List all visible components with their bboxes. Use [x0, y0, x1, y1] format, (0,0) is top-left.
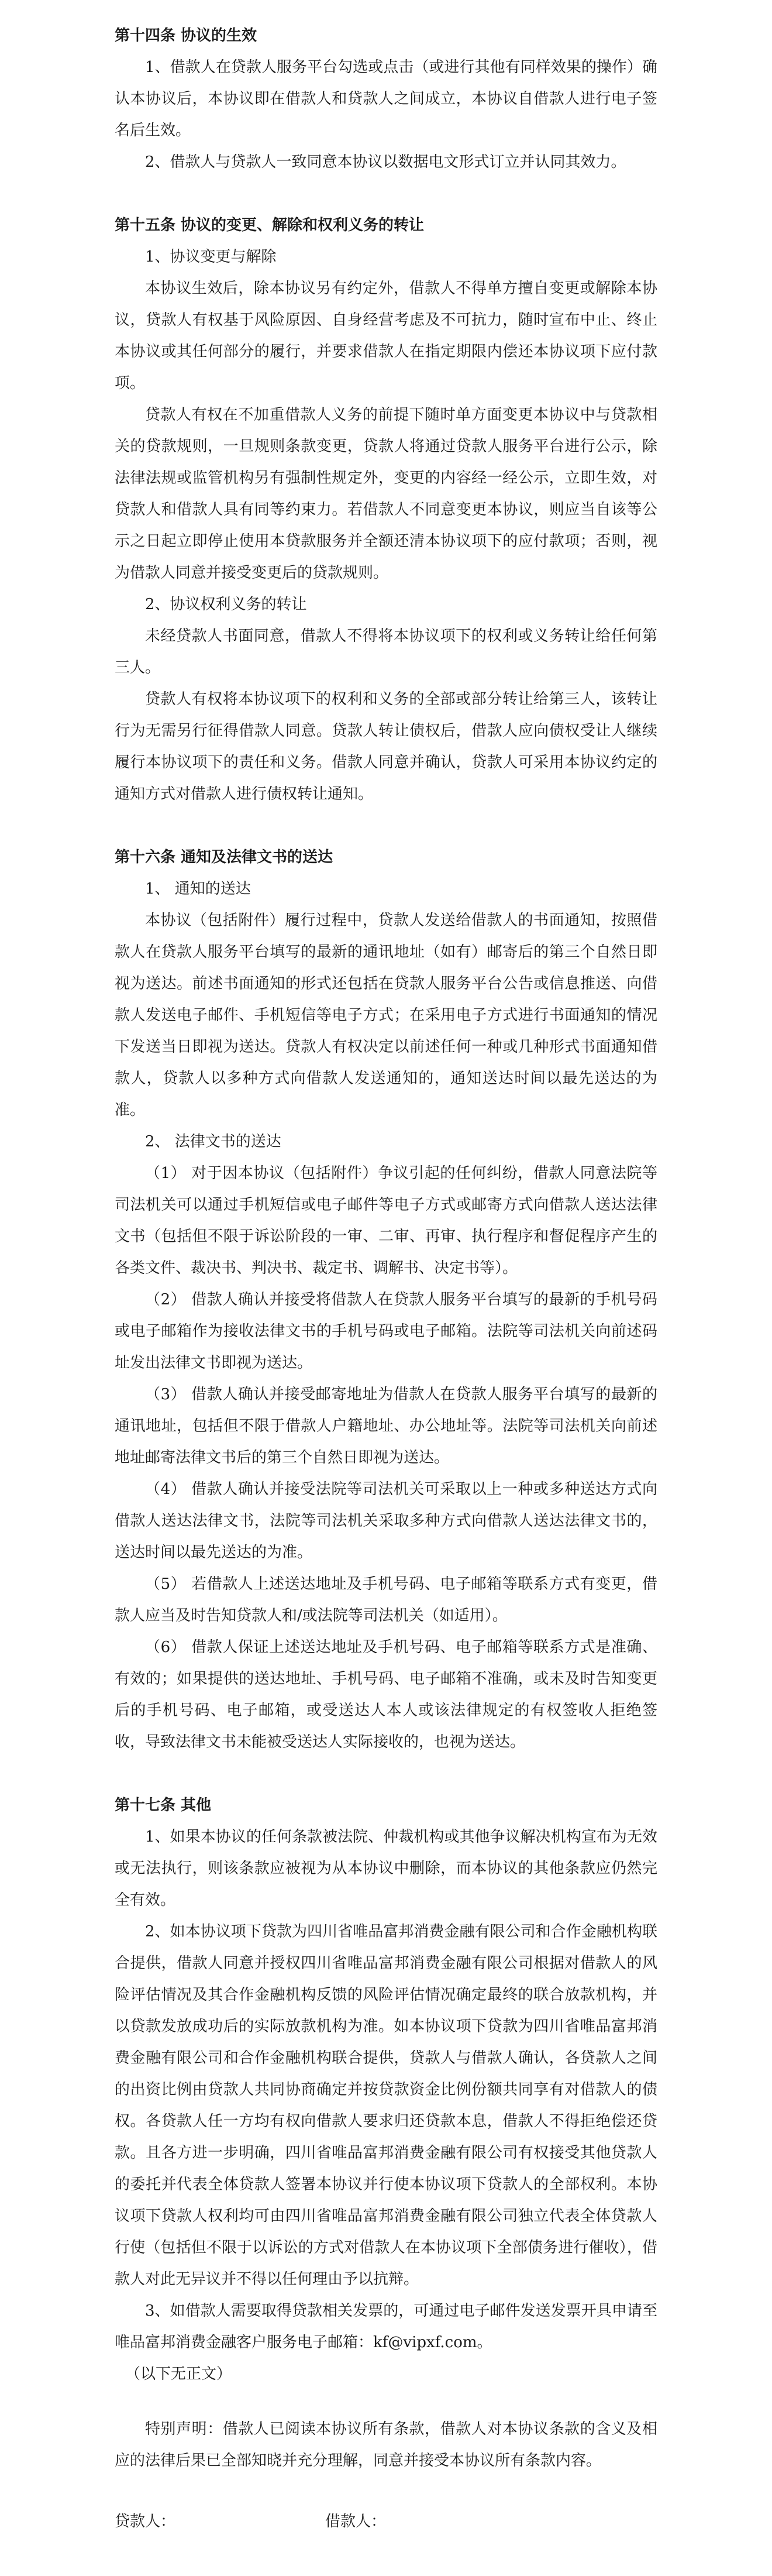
article-17-title: 第十七条 其他 — [115, 1797, 212, 1814]
article-16-item-2: （2） 借款人确认并接受将借款人在贷款人服务平台填写的最新的手机号码或电子邮箱作为接收法律文书的手机号码或电子邮箱。法院等司法机关向前述码址发出法律文书即视为送达。 — [115, 1291, 657, 1372]
article-16-item-3: （3） 借款人确认并接受邮寄地址为借款人在贷款人服务平台填写的最新的通讯地址，包括但不限于借款人户籍地址、办公地址等。法院等司法机关向前述地址邮寄法律文书后的第三个自然日即视为送达。 — [115, 1386, 657, 1466]
article-15-paragraph-3: 未经贷款人书面同意，借款人不得将本协议项下的权利或义务转让给任何第三人。 — [115, 627, 657, 676]
article-14-title: 第十四条 协议的生效 — [115, 27, 257, 44]
article-15-paragraph-2: 贷款人有权在不加重借款人义务的前提下随时单方面变更本协议中与贷款相关的贷款规则，一旦规则条款变更，贷款人将通过贷款人服务平台进行公示，除法律法规或监管机构另有强制性规定外，变更的内容经一经公示，立即生效，对贷款人和借款人具有同等约束力。若借款人不同意变更本协议，则应当自该等公示之日起立即停止使用本贷款服务并全额还清本协议项下的应付款项；否则，视为借款人同意并接受变更后的贷款规则。 — [115, 406, 657, 582]
signature-row — [115, 2506, 536, 2537]
article-15-paragraph-1: 本协议生效后，除本协议另有约定外，借款人不得单方擅自变更或解除本协议，贷款人有权基于风险原因、自身经营考虑及不可抗力，随时宣布中止、终止本协议或其任何部分的履行，并要求借款人在指定期限内偿还本协议项下应付款项。 — [115, 280, 657, 392]
article-14-clause-1: 1、借款人在贷款人服务平台勾选或点击（或进行其他有同样效果的操作）确认本协议后，本协议即在借款人和贷款人之间成立，本协议自借款人进行电子签名后生效。 — [115, 59, 657, 139]
spacer — [115, 2477, 657, 2500]
special-declaration: 特别声明：借款人已阅读本协议所有条款，借款人对本协议条款的含义及相应的法律后果已全部知晓并充分理解，同意并接受本协议所有条款内容。 — [115, 2420, 657, 2469]
spacer — [115, 1758, 657, 1790]
lender-signature-label: 贷款人： — [115, 2513, 176, 2530]
article-16 — [115, 842, 657, 1758]
article-14-clause-2: 2、借款人与贷款人一致同意本协议以数据电文形式订立并认同其效力。 — [145, 153, 626, 171]
article-16-title: 第十六条 通知及法律文书的送达 — [115, 849, 333, 866]
article-15-subheading-2: 2、协议权利义务的转让 — [145, 596, 307, 613]
article-16-subheading-2: 2、 法律文书的送达 — [145, 1133, 281, 1150]
article-16-paragraph-1: 本协议（包括附件）履行过程中，贷款人发送给借款人的书面通知，按照借款人在贷款人服务平台填写的最新的通讯地址（如有）邮寄后的第三个自然日即视为送达。前述书面通知的形式还包括在贷款人服务平台公告或信息推送、向借款人发送电子邮件、手机短信等电子方式；在采用电子方式进行书面通知的情况下发送当日即视为送达。贷款人有权决定以前述任何一种或几种形式书面通知借款人，贷款人以多种方式向借款人发送通知的，通知送达时间以最先送达的为准。 — [115, 912, 657, 1119]
article-15-paragraph-4: 贷款人有权将本协议项下的权利和义务的全部或部分转让给第三人，该转让行为无需另行征得借款人同意。贷款人转让债权后，借款人应向债权受让人继续履行本协议项下的责任和义务。借款人同意并确认，贷款人可采用本协议约定的通知方式对借款人进行债权转让通知。 — [115, 691, 657, 803]
article-16-item-5: （5） 若借款人上述送达地址及手机号码、电子邮箱等联系方式有变更，借款人应当及时告知贷款人和/或法院等司法机关（如适用）。 — [115, 1575, 657, 1624]
article-16-subheading-1: 1、 通知的送达 — [145, 880, 251, 898]
article-17-clause-3: 3、如借款人需要取得贷款相关发票的，可通过电子邮件发送发票开具申请至唯品富邦消费金融客户服务电子邮箱：kf@vipxf.com。 — [115, 2302, 657, 2351]
article-16-item-1: （1） 对于因本协议（包括附件）争议引起的任何纠纷，借款人同意法院等司法机关可以通过手机短信或电子邮件等电子方式或邮寄方式向借款人送达法律文书（包括但不限于诉讼阶段的一审、二审、再审、执行程序和督促程序产生的各类文件、裁决书、判决书、裁定书、调解书、决定书等）。 — [115, 1165, 657, 1277]
article-17-clause-1: 1、如果本协议的任何条款被法院、仲裁机构或其他争议解决机构宣布为无效或无法执行，则该条款应被视为从本协议中删除，而本协议的其他条款应仍然完全有效。 — [115, 1828, 657, 1909]
article-15-title: 第十五条 协议的变更、解除和权利义务的转让 — [115, 217, 425, 234]
end-of-text-note: （以下无正文） — [125, 2365, 232, 2383]
spacer — [115, 2390, 657, 2413]
article-14 — [115, 20, 657, 178]
spacer — [115, 810, 657, 842]
article-15-subheading-1: 1、协议变更与解除 — [145, 248, 277, 266]
article-16-item-6: （6） 借款人保证上述送达地址及手机号码、电子邮箱等联系方式是准确、有效的；如果提供的送达地址、手机号码、电子邮箱不准确，或未及时告知变更后的手机号码、电子邮箱，或受送达人本人或该法律规定的有权签收人拒绝签收，导致法律文书未能被受送达人实际接收的，也视为送达。 — [115, 1639, 657, 1751]
article-16-item-4: （4） 借款人确认并接受法院等司法机关可采取以上一种或多种送达方式向借款人送达法律文书，法院等司法机关采取多种方式向借款人送达法律文书的，送达时间以最先送达的为准。 — [115, 1481, 657, 1561]
article-17-clause-2: 2、如本协议项下贷款为四川省唯品富邦消费金融有限公司和合作金融机构联合提供，借款人同意并授权四川省唯品富邦消费金融有限公司根据对借款人的风险评估情况及其合作金融机构反馈的风险评估情况确定最终的联合放款机构，并以贷款发放成功后的实际放款机构为准。如本协议项下贷款为四川省唯品富邦消费金融有限公司和合作金融机构联合提供，贷款人与借款人确认，各贷款人之间的出资比例由贷款人共同协商确定并按贷款资金比例份额共同享有对借款人的债权。各贷款人任一方均有权向借款人要求归还贷款本息，借款人不得拒绝偿还贷款。且各方进一步明确，四川省唯品富邦消费金融有限公司有权接受其他贷款人的委托并代表全体贷款人签署本协议并行使本协议项下贷款人的全部权利。本协议项下贷款人权利均可由四川省唯品富邦消费金融有限公司独立代表全体贷款人行使（包括但不限于以诉讼的方式对借款人在本协议项下全部债务进行催收），借款人对此无异议并不得以任何理由予以抗辩。 — [115, 1923, 657, 2288]
borrower-signature-label: 借款人： — [325, 2513, 387, 2530]
article-17 — [115, 1790, 657, 2390]
spacer — [115, 178, 657, 209]
article-15 — [115, 209, 657, 810]
